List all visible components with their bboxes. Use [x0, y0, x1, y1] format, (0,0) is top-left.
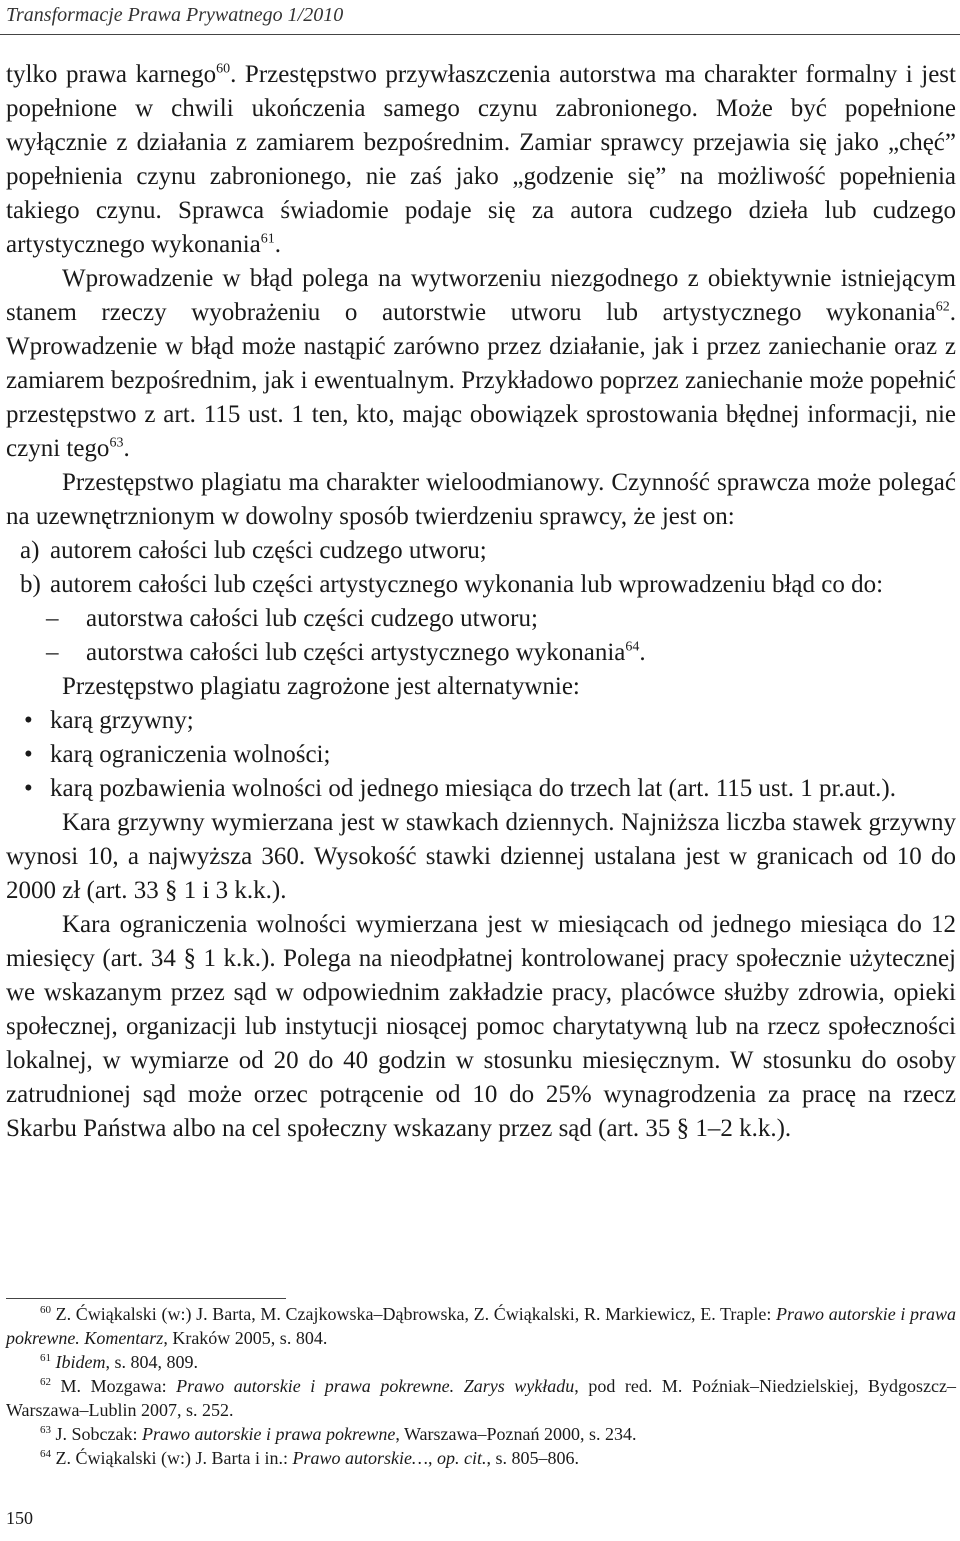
footnote-60-text-1: Z. Ćwiąkalski (w:) J. Barta, M. Czajkowska–Dąbrowska, Z. Ćwiąkalski, R. Markiewicz, E. Traple: [51, 1304, 777, 1324]
footnote-rule [6, 1298, 286, 1299]
footnote-63-title: Prawo autorskie i prawa pokrewne [141, 1424, 396, 1444]
footnote-64-text-3: , s. 805–806. [486, 1448, 579, 1468]
list-marker-a: a) [20, 537, 40, 564]
bullet-marker-3: • [24, 775, 33, 802]
footnote-63-text-1: J. Sobczak: [51, 1424, 142, 1444]
bullet-item-1 [6, 704, 956, 738]
footnote-64-text-1: Z. Ćwiąkalski (w:) J. Barta i in.: [51, 1448, 293, 1468]
footnote-ref-63[interactable]: 63 [109, 435, 124, 451]
dash-item-2-text: autorstwa całości lub części artystycznego wykonania [86, 639, 626, 666]
footnote-62-title: Prawo autorskie i prawa pokrewne. Zarys wykładu [176, 1376, 575, 1396]
footnote-64-text-2: , [427, 1448, 437, 1468]
footnote-ref-61[interactable]: 61 [260, 231, 275, 247]
dash-item-1-text: autorstwa całości lub części cudzego utworu; [86, 605, 538, 632]
bullet-item-2 [6, 738, 956, 772]
footnote-62-text-2: , pod red. M. Poźniak–Niedzielskiej, Bydgoszcz–Warszawa–Lublin 2007, s. 252. [6, 1376, 956, 1420]
footnote-61-text-1: , s. 804, 809. [105, 1352, 198, 1372]
dash-item-2-tail: . [639, 639, 646, 666]
footnote-60 [6, 1302, 956, 1350]
paragraph-1-text-3: . [274, 231, 282, 258]
footnote-63 [6, 1422, 956, 1446]
bullet-item-1-text: karą grzywny; [50, 707, 194, 734]
bullet-item-3-text: karą pozbawienia wolności od jednego miesiąca do trzech lat (art. 115 ust. 1 pr.aut.). [50, 775, 897, 802]
footnotes [6, 1302, 956, 1470]
footnote-63-text-2: , Warszawa–Poznań 2000, s. 234. [395, 1424, 637, 1444]
footnote-64-op-cit: op. cit. [436, 1448, 487, 1468]
dash-marker-1: – [46, 605, 59, 632]
body-text [6, 58, 956, 1146]
paragraph-1-text-1: tylko prawa karnego [6, 61, 217, 88]
footnote-62-text-1: M. Mozgawa: [51, 1376, 177, 1396]
header-rule [0, 34, 960, 35]
bullet-marker-2: • [24, 741, 33, 768]
list-item-a [6, 534, 956, 568]
footnote-61 [6, 1350, 956, 1374]
paragraph-6: Kara ograniczenia wolności wymierzana jest w miesiącach od jednego miesiąca do 12 miesięcy (art. 34 § 1 k.k.). Polega na nieodpłatnej kontrolowanej pracy społecznie użytecznej we wskazanym przez sąd w odpowiednim zakładzie pracy, placówce służby zdrowia, opieki społecznej, organizacji lub instytucji niosącej pomoc charytatywną lub na rzecz społeczności lokalnej, w wymiarze od 20 do 40 godzin w stosunku miesięcznym. W stosunku do osoby zatrudnionej sąd może orzec potrącenie od 10 do 25% wynagrodzenia za pracę na rzecz Skarbu Państwa albo na cel społeczny wskazany przez sąd (art. 35 § 1–2 k.k.). [6, 911, 956, 1142]
list-marker-b: b) [20, 571, 41, 598]
page-number: 150 [6, 1508, 33, 1528]
footnote-62 [6, 1374, 956, 1422]
paragraph-1 [6, 58, 956, 262]
footnote-ref-62[interactable]: 62 [935, 299, 950, 315]
footnote-64-title: Prawo autorskie… [292, 1448, 428, 1468]
paragraph-3: Przestępstwo plagiatu ma charakter wieloodmianowy. Czynność sprawcza może polegać na uzewnętrznionym w dowolny sposób twierdzeniu sprawcy, że jest on: [6, 469, 956, 530]
paragraph-4: Przestępstwo plagiatu zagrożone jest alternatywnie: [62, 673, 580, 700]
paragraph-1-text-2: . Przestępstwo przywłaszczenia autorstwa ma charakter formalny i jest popełnione w chwili ukończenia samego czynu zabronionego. Może być popełnione wyłącznie z działania z zamiarem bezpośrednim. Zamiar sprawcy przejawia się jako „chęć” popełnienia czynu zabronionego, nie zaś jako „godzenie się” na możliwość popełnienia takiego czynu. Sprawca świadomie podaje się za autora cudzego dzieła lub cudzego artystycznego wykonania [6, 61, 956, 258]
bullet-marker-1: • [24, 707, 33, 734]
footnote-ref-64[interactable]: 64 [625, 639, 640, 655]
list-item-a-text: autorem całości lub części cudzego utworu; [50, 537, 487, 564]
bullet-item-2-text: karą ograniczenia wolności; [50, 741, 331, 768]
dash-item-2 [6, 636, 956, 670]
footnote-number-64: 64 [40, 1448, 51, 1460]
footnote-60-text-2: , Kraków 2005, s. 804. [163, 1328, 328, 1348]
paragraph-2-text-2: . Wprowadzenie w błąd może nastąpić zarówno przez działanie, jak i przez zaniechanie oraz z zamiarem bezpośrednim, jak i ewentualnym. Przykładowo poprzez zaniechanie może popełnić przestępstwo z art. 115 ust. 1 ten, kto, mając obowiązek sprostowania błędnej informacji, nie czyni tego [6, 299, 956, 462]
paragraph-2-text-1: Wprowadzenie w błąd polega na wytworzeniu niezgodnego z obiektywnie istniejącym stanem rzeczy wyobrażeniu o autorstwie utworu lub artystycznego wykonania [6, 265, 956, 326]
footnote-ref-60[interactable]: 60 [216, 61, 231, 77]
dash-marker-2: – [46, 639, 59, 666]
dash-item-1 [6, 602, 956, 636]
footnote-number-62: 62 [40, 1376, 51, 1388]
footnote-number-63: 63 [40, 1424, 51, 1436]
list-item-b [6, 568, 956, 602]
footnote-number-60: 60 [40, 1304, 51, 1316]
paragraph-5: Kara grzywny wymierzana jest w stawkach dziennych. Najniższa liczba stawek grzywny wynosi 10, a najwyższa 360. Wysokość stawki dziennej ustalana jest w granicach od 10 do 2000 zł (art. 33 § 1 i 3 k.k.). [6, 809, 956, 904]
paragraph-2-text-3: . [123, 435, 130, 462]
footnote-60-title: Prawo autorskie i prawa pokrewne. Komentarz [6, 1304, 956, 1348]
footnote-64 [6, 1446, 956, 1470]
footnote-61-title: Ibidem [55, 1352, 106, 1372]
running-header: Transformacje Prawa Prywatnego 1/2010 [6, 4, 344, 26]
paragraph-2 [6, 262, 956, 466]
footnote-number-61: 61 [40, 1352, 51, 1364]
list-item-b-text: autorem całości lub części artystycznego wykonania lub wprowadzeniu błąd co do: [50, 571, 884, 598]
bullet-item-3 [6, 772, 956, 806]
